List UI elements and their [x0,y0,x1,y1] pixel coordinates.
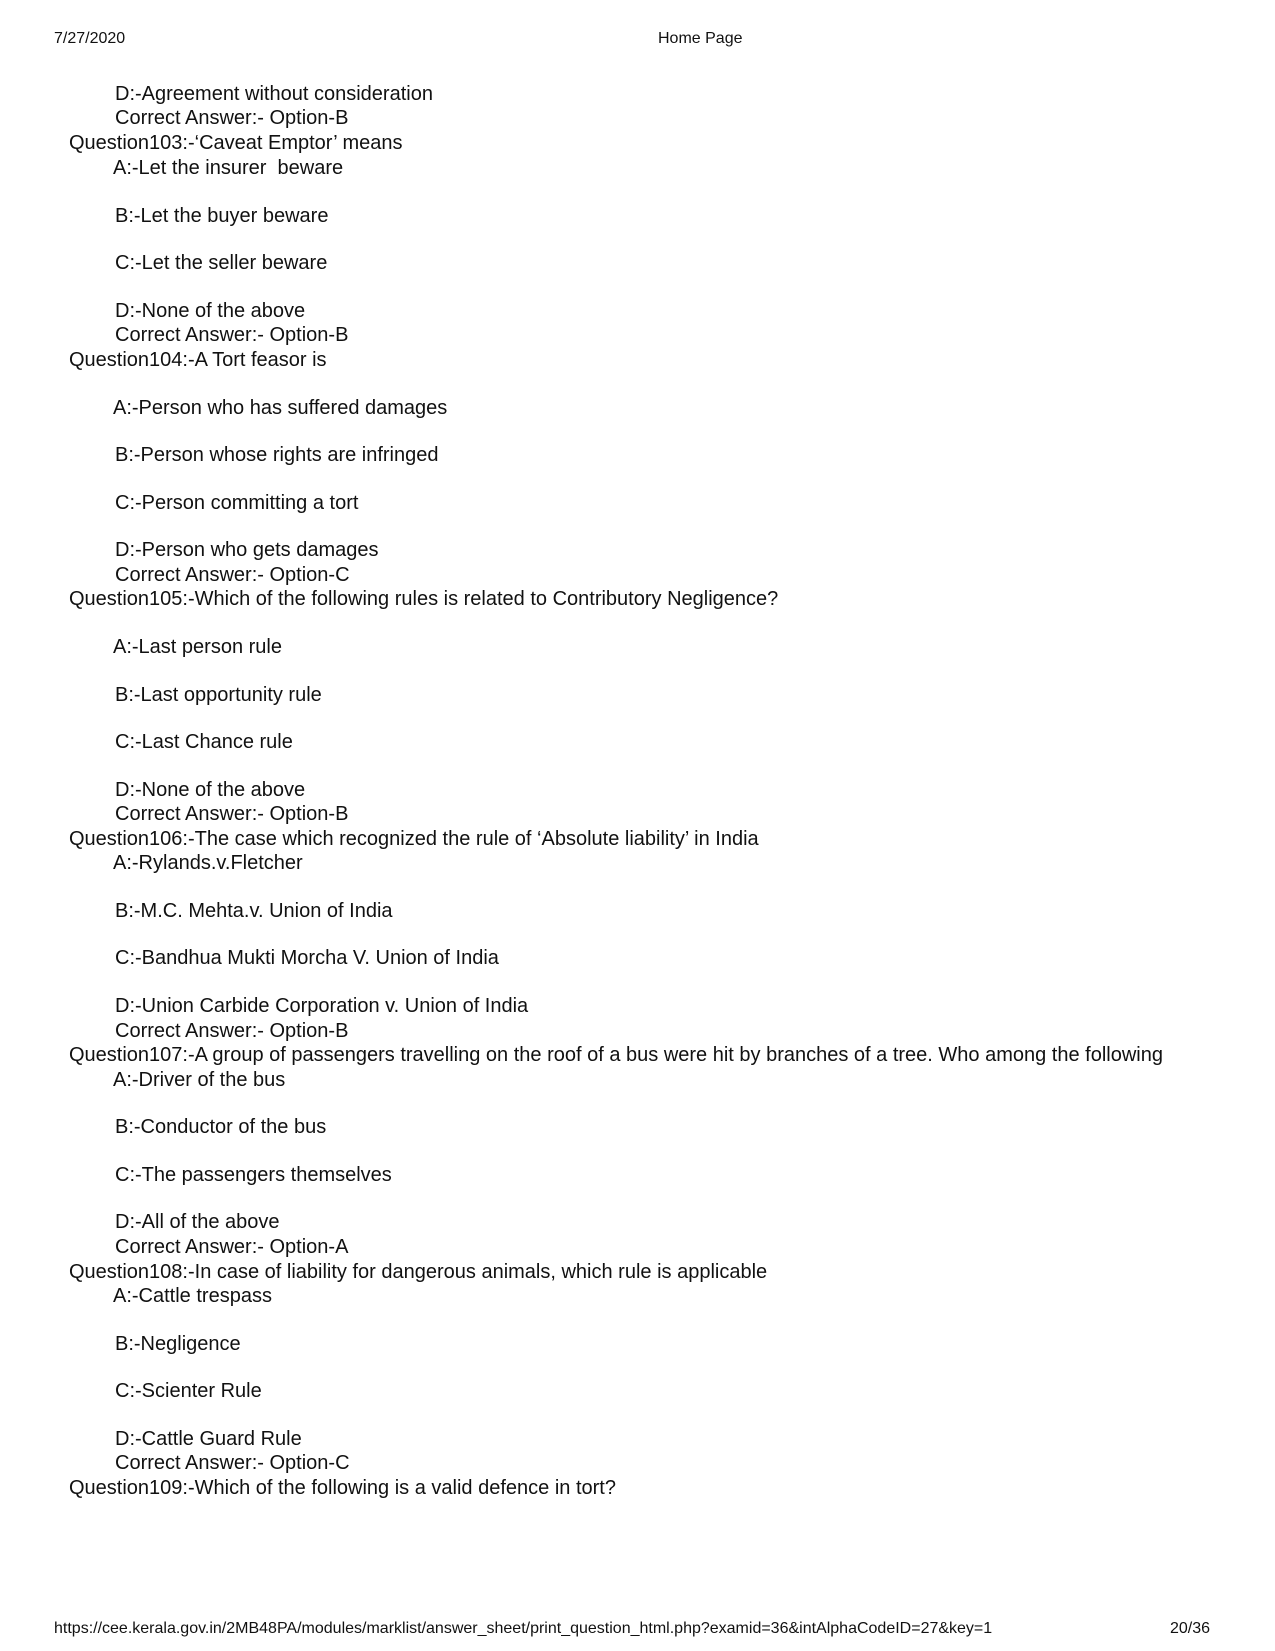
option-a: A:-Last person rule [113,636,282,658]
option-c: C:-The passengers themselves [115,1164,392,1186]
page-number: 20/36 [1170,1620,1211,1637]
option-d: D:-All of the above [115,1211,280,1233]
correct-answer: Correct Answer:- Option-C [115,1452,350,1474]
page-title: Home Page [658,30,743,47]
option-d: D:-None of the above [115,779,306,801]
option-d: D:-Union Carbide Corporation v. Union of India [115,995,529,1017]
option-c: C:-Let the seller beware [115,252,328,274]
question-text: Question104:-A Tort feasor is [69,349,327,371]
question-text: Question108:-In case of liability for dangerous animals, which rule is applicable [69,1261,768,1283]
option-a: A:-Let the insurer beware [113,157,344,179]
correct-answer: Correct Answer:- Option-B [115,1020,349,1042]
option-a: A:-Cattle trespass [113,1285,272,1307]
correct-answer: Correct Answer:- Option-C [115,564,350,586]
option-b: B:-Conductor of the bus [115,1116,327,1138]
option-c: C:-Scienter Rule [115,1380,262,1402]
option-c: C:-Person committing a tort [115,492,359,514]
option-d: D:-None of the above [115,300,306,322]
print-date: 7/27/2020 [54,30,126,47]
correct-answer: Correct Answer:- Option-B [115,107,349,129]
option-a: A:-Person who has suffered damages [113,397,448,419]
option-b: B:-Let the buyer beware [115,205,329,227]
option-c: C:-Last Chance rule [115,731,293,753]
option-d: D:-Cattle Guard Rule [115,1428,302,1450]
question-text: Question106:-The case which recognized the rule of ‘Absolute liability’ in India [69,828,759,850]
option-d: D:-Person who gets damages [115,539,379,561]
option-b: B:-Last opportunity rule [115,684,322,706]
option-c: C:-Bandhua Mukti Morcha V. Union of India [115,947,499,969]
correct-answer: Correct Answer:- Option-B [115,324,349,346]
question-text: Question107:-A group of passengers travelling on the roof of a bus were hit by branches of a tree. Who among the following [69,1044,1163,1066]
option-b: B:-M.C. Mehta.v. Union of India [115,900,393,922]
page-url: https://cee.kerala.gov.in/2MB48PA/modules/marklist/answer_sheet/print_question_html.php?examid=36&intAlphaCodeID=27&key=1 [54,1620,993,1637]
option-d: D:-Agreement without consideration [115,83,433,105]
option-b: B:-Negligence [115,1333,241,1355]
question-text: Question103:-‘Caveat Emptor’ means [69,132,403,154]
question-text: Question105:-Which of the following rules is related to Contributory Negligence? [69,588,779,610]
option-b: B:-Person whose rights are infringed [115,444,439,466]
option-a: A:-Driver of the bus [113,1069,286,1091]
correct-answer: Correct Answer:- Option-B [115,803,349,825]
option-a: A:-Rylands.v.Fletcher [113,852,303,874]
correct-answer: Correct Answer:- Option-A [115,1236,349,1258]
question-text: Question109:-Which of the following is a valid defence in tort? [69,1477,616,1499]
